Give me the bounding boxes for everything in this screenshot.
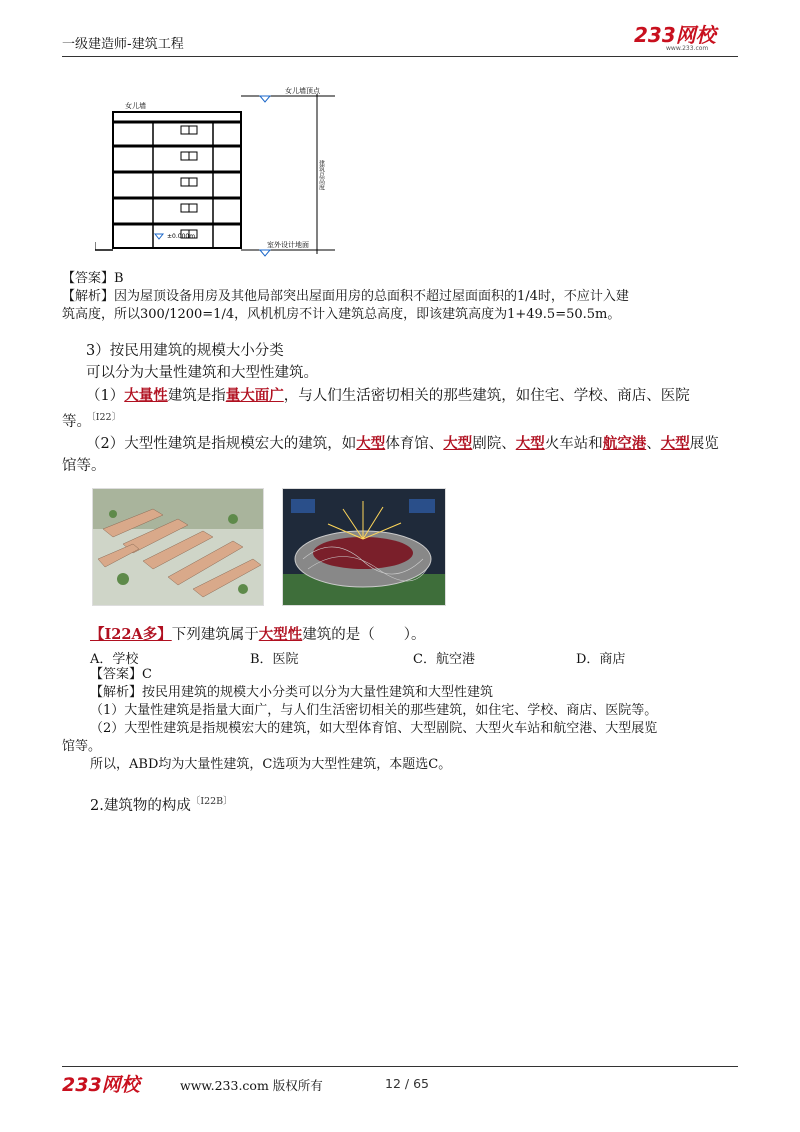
brand-logo — [632, 22, 752, 52]
footer-logo — [62, 1071, 172, 1097]
q2-option-b: B．医院 — [250, 652, 299, 667]
section2-heading: 2.建筑物的构成$^{〔Ⅰ22B〕}$ — [90, 796, 233, 814]
section3-para2-line2: 馆等。 — [62, 458, 106, 474]
q1-analysis-line2: 筑高度，所以300/1200=1/4，风机机房不计入建筑总高度，即该建筑高度为1+49.5=50.5m。 — [62, 307, 621, 322]
section3-intro: 可以分为大量性建筑和大型性建筑。 — [86, 365, 318, 381]
exam-tag: 〔Ⅰ22B〕 — [190, 796, 233, 807]
q2-analysis-line2: （1）大量性建筑是指量大面广，与人们生活密切相关的那些建筑，如住宅、学校、商店、医院等。 — [90, 703, 658, 718]
q2-analysis-line1: 【解析】按民用建筑的规模大小分类可以分为大量性建筑和大型性建筑 — [90, 685, 494, 700]
footer-logo-text: 233网校 — [62, 1074, 140, 1096]
q2-analysis-line4: 馆等。 — [62, 739, 102, 754]
height-label: 建筑总高度 — [317, 160, 325, 190]
logo-subtext: www.233.com — [666, 45, 709, 52]
parapet-label: 女儿墙 — [125, 102, 146, 110]
q1-answer: 【答案】B — [62, 271, 124, 286]
section3-heading: 3）按民用建筑的规模大小分类 — [86, 343, 284, 359]
section3-para2: （2）大型性建筑是指规模宏大的建筑，如大型体育馆、大型剧院、大型火车站和航空港、大型展览 — [86, 435, 719, 452]
q2-option-a: A．学校 — [90, 652, 139, 667]
footer-copyright: www.233.com 版权所有 — [180, 1078, 323, 1093]
header-title: 一级建造师-建筑工程 — [62, 37, 184, 52]
logo-text: 233网校 — [634, 23, 716, 47]
building-height-diagram — [95, 82, 345, 264]
section3-para1: （1）大量性建筑是指量大面广，与人们生活密切相关的那些建筑，如住宅、学校、商店、医院 — [86, 387, 690, 404]
exam-tag: 〔Ⅰ22〕 — [91, 412, 122, 423]
residential-complex-photo — [92, 488, 264, 606]
keyword-large-quantity: 大量性 — [124, 387, 168, 404]
zero-level-label: ±0.000m — [167, 233, 196, 240]
section3-para1-line2: 等。$^{〔Ⅰ22〕}$ — [62, 412, 122, 430]
q2-analysis-line3: （2）大型性建筑是指规模宏大的建筑，如大型体育馆、大型剧院、大型火车站和航空港、大型展览 — [90, 721, 658, 736]
page-number: 12 / 65 — [385, 1076, 429, 1091]
q2-stem: 【Ⅰ22A多】下列建筑属于大型性建筑的是（ ）。 — [90, 626, 426, 643]
q2-option-d: D．商店 — [576, 652, 626, 667]
q2-option-c: C．航空港 — [413, 652, 475, 667]
footer-divider — [62, 1066, 738, 1067]
parapet-top-label: 女儿墙顶点 — [285, 87, 320, 95]
keyword-wide-spread: 量大面广 — [225, 387, 284, 404]
q1-analysis-line1: 【解析】因为屋顶设备用房及其他局部突出屋面用房的总面积不超过屋面面积的1/4时，不应计入建 — [62, 289, 629, 304]
q2-answer: 【答案】C — [90, 667, 152, 682]
q2-tag: 【Ⅰ22A多】 — [90, 626, 172, 643]
q2-analysis-line5: 所以，ABD均为大量性建筑，C选项为大型性建筑，本题选C。 — [90, 757, 452, 772]
stadium-photo — [282, 488, 446, 606]
ground-label: 室外设计地面 — [267, 241, 309, 249]
header-divider — [62, 56, 738, 57]
keyword-large-scale: 大型性 — [258, 626, 303, 643]
